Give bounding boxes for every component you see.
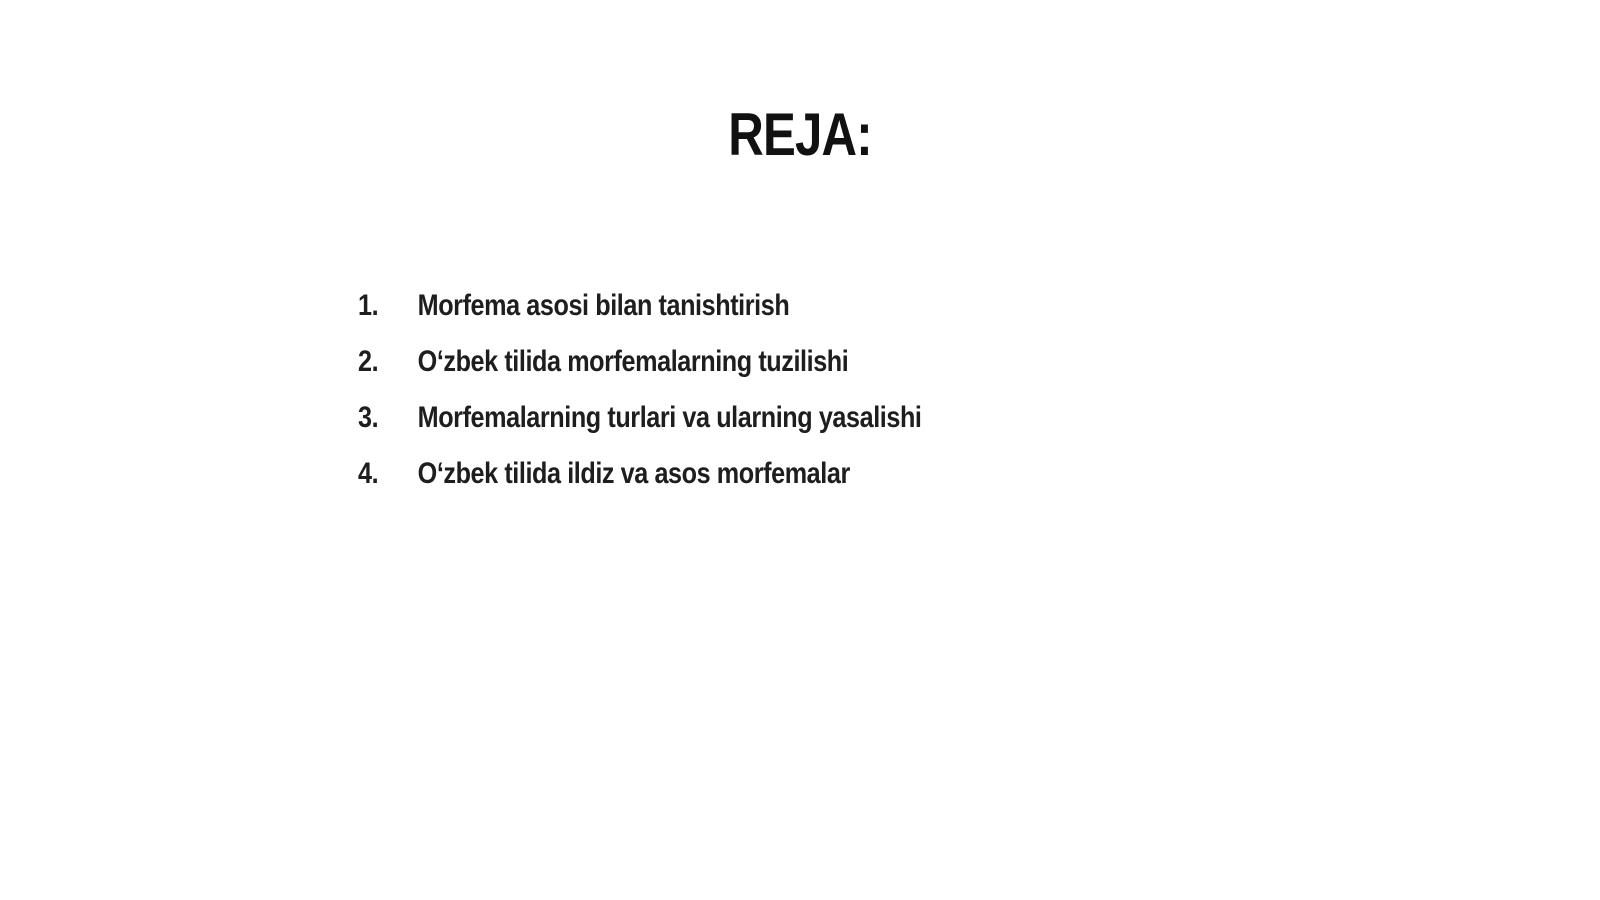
plan-item-text: Morfemalarning turlari va ularning yasalishi	[417, 401, 922, 434]
plan-list	[358, 286, 1029, 510]
plan-item-text: O‘zbek tilida morfemalarning tuzilishi	[417, 345, 849, 378]
plan-item	[358, 398, 922, 454]
plan-item-number: 2.	[358, 345, 379, 378]
plan-item-text: O‘zbek tilida ildiz va asos morfemalar	[417, 457, 850, 490]
plan-item	[358, 454, 922, 510]
plan-item-number: 1.	[358, 289, 379, 322]
plan-item-number: 3.	[358, 401, 379, 434]
plan-item	[358, 286, 922, 342]
plan-item	[358, 342, 922, 398]
slide-title: REJA:	[728, 101, 872, 168]
plan-item-number: 4.	[358, 457, 379, 490]
plan-item-text: Morfema asosi bilan tanishtirish	[417, 289, 790, 322]
